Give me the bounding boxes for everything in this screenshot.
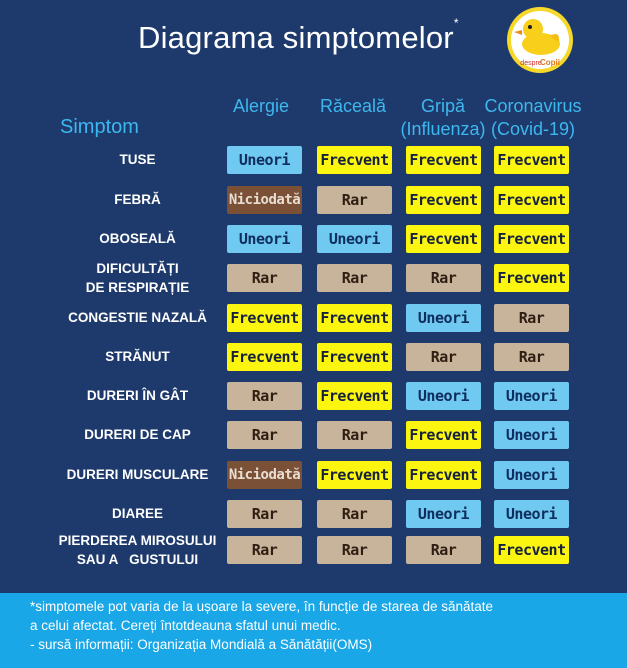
frequency-cell: Rar [406, 536, 481, 564]
frequency-cell: Frecvent [227, 304, 302, 332]
symptom-label: TUSE [119, 152, 156, 167]
footer-banner [0, 593, 627, 668]
frequency-cell: Rar [227, 500, 302, 528]
frequency-cell: Frecvent [406, 421, 481, 449]
frequency-cell: Uneori [406, 500, 481, 528]
frequency-cell: Frecvent [494, 536, 569, 564]
symptom-label: DIAREE [111, 506, 163, 521]
frequency-cell: Frecvent [227, 343, 302, 371]
footer-note [30, 597, 610, 654]
frequency-cell: Frecvent [317, 343, 392, 371]
frequency-cell: Frecvent [317, 304, 392, 332]
frequency-cell: Rar [227, 421, 302, 449]
frequency-cell: Rar [406, 343, 481, 371]
frequency-cell: Frecvent [494, 146, 569, 174]
frequency-cell: Rar [227, 264, 302, 292]
frequency-cell: Uneori [406, 304, 481, 332]
symptom-label: DURERI ÎN GÂT [86, 388, 189, 403]
frequency-cell: Frecvent [406, 225, 481, 253]
frequency-cell: Uneori [494, 421, 569, 449]
frequency-cell: Uneori [227, 225, 302, 253]
frequency-cell: Uneori [406, 382, 481, 410]
frequency-cell: Rar [317, 500, 392, 528]
frequency-cell: Frecvent [317, 146, 392, 174]
symptom-label: FEBRĂ [114, 192, 161, 207]
footer-line-1: *simptomele pot varia de la ușoare la severe, în funcție de starea de sănătate [30, 599, 494, 614]
frequency-cell: Uneori [227, 146, 302, 174]
frequency-cell: Rar [227, 536, 302, 564]
title-footnote-mark: * [453, 16, 459, 30]
header-coronavirus: Coronavirus (Covid-19) [484, 96, 582, 139]
frequency-cell: Frecvent [494, 186, 569, 214]
frequency-cell: Uneori [494, 500, 569, 528]
frequency-cell: Frecvent [406, 146, 481, 174]
symptom-label: DIFICULTĂȚI DE RESPIRAȚIE [85, 261, 190, 295]
frequency-cell: Rar [317, 186, 392, 214]
frequency-cell: Niciodată [227, 186, 302, 214]
footer-line-3: - sursă informații: Organizația Mondială a Sănătății(OMS) [30, 637, 373, 652]
frequency-cell: Frecvent [494, 264, 569, 292]
header-raceala: Răceală [319, 96, 387, 116]
logo-text-copii: Copii [540, 58, 560, 67]
frequency-cell: Frecvent [406, 186, 481, 214]
frequency-cell: Rar [317, 264, 392, 292]
symptom-label: PIERDEREA MIROSULUI SAU A GUSTULUI [58, 533, 217, 567]
symptom-label: OBOSEALĂ [99, 231, 176, 246]
frequency-cell: Rar [406, 264, 481, 292]
symptom-label: DURERI MUSCULARE [66, 467, 209, 482]
header-symptom: Simptom [60, 116, 139, 138]
frequency-cell: Frecvent [406, 461, 481, 489]
frequency-cell: Frecvent [317, 382, 392, 410]
logo-text-despre: despre [520, 60, 542, 67]
frequency-cell: Rar [317, 421, 392, 449]
frequency-cell: Uneori [494, 382, 569, 410]
symptom-label: DURERI DE CAP [84, 427, 191, 442]
footer-line-2: a celui afectat. Cereți întotdeauna sfatul unui medic. [30, 618, 341, 633]
symptom-label: STRĂNUT [105, 349, 170, 364]
frequency-cell: Rar [317, 536, 392, 564]
frequency-cell: Frecvent [494, 225, 569, 253]
duck-logo-icon [506, 6, 574, 74]
frequency-cell: Rar [494, 343, 569, 371]
frequency-cell: Uneori [317, 225, 392, 253]
frequency-cell: Rar [227, 382, 302, 410]
header-gripa: Gripă (Influenza) [400, 96, 486, 139]
frequency-cell: Frecvent [317, 461, 392, 489]
frequency-cell: Niciodată [227, 461, 302, 489]
page-title: Diagrama simptomelor* [138, 16, 459, 55]
header-alergie: Alergie [232, 96, 290, 116]
symptom-label: CONGESTIE NAZALĂ [68, 310, 207, 325]
frequency-cell: Rar [494, 304, 569, 332]
frequency-cell: Uneori [494, 461, 569, 489]
